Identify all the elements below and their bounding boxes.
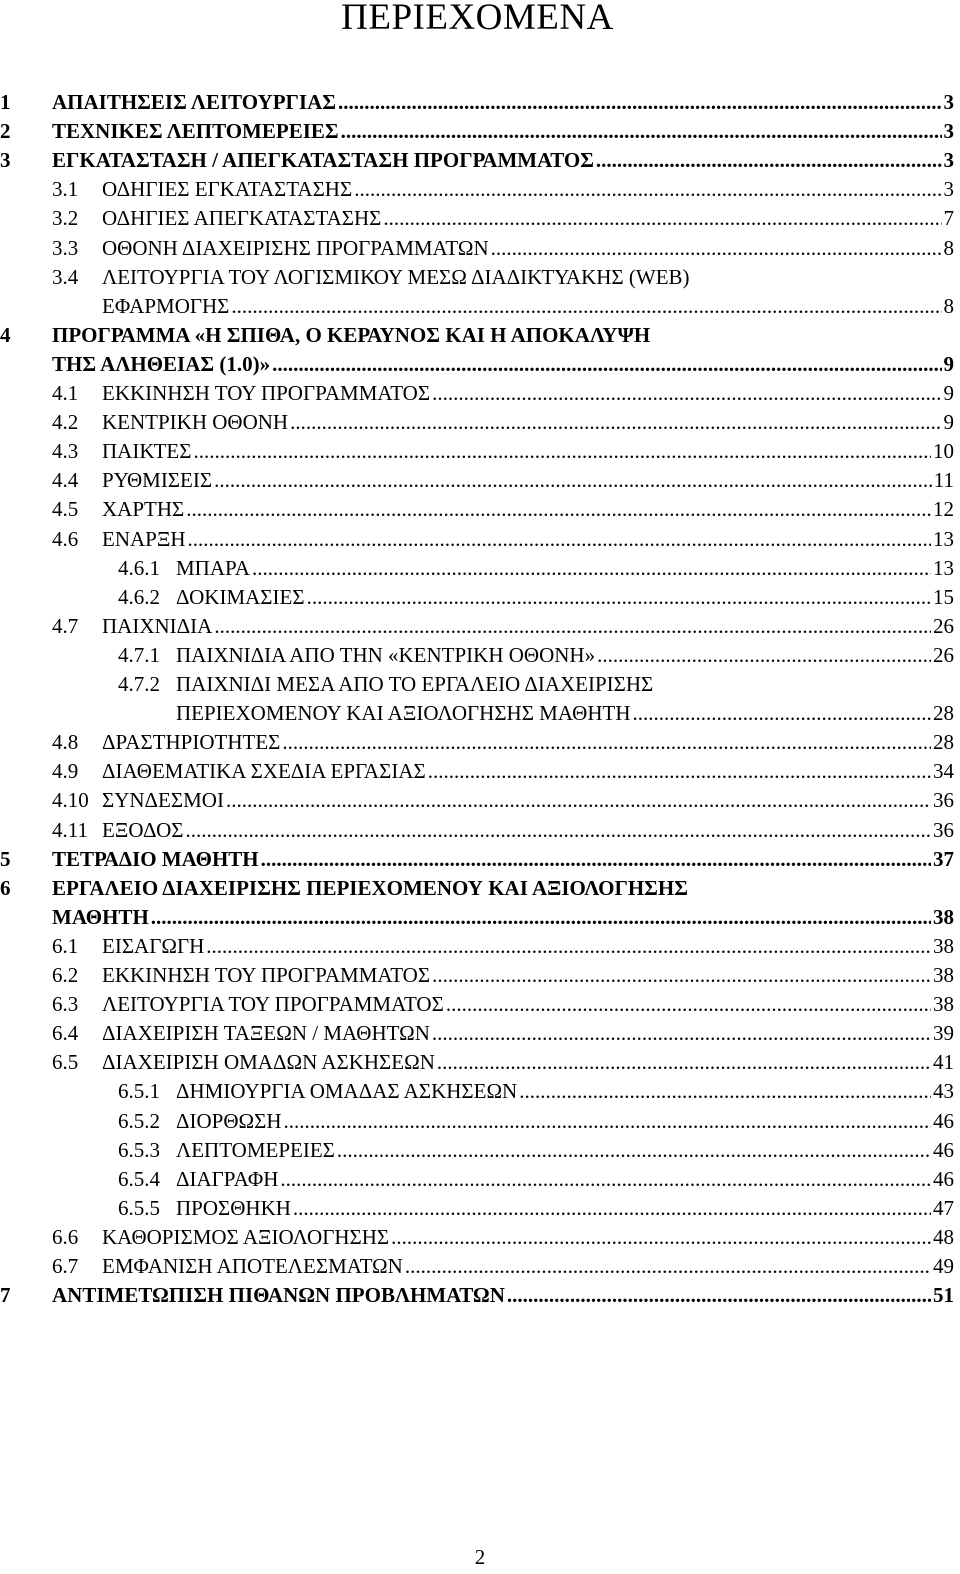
page-number: 2 (474, 1545, 486, 1569)
toc-entry-number: 6 (0, 875, 11, 900)
toc-entry-title: ΔΗΜΙΟΥΡΓΙΑ ΟΜΑΔΑΣ ΑΣΚΗΣΕΩΝ (176, 1079, 518, 1104)
toc-entry-line (52, 903, 954, 932)
toc-leader-dots (507, 1281, 931, 1310)
toc-entry-title: ΠΑΙΧΝΙΔΙΑ (102, 613, 213, 638)
toc-page-number: 3 (943, 148, 954, 173)
toc-entry-line (176, 583, 954, 612)
toc-page-number: 8 (943, 235, 954, 260)
toc-leader-dots (338, 88, 942, 117)
toc-entry[interactable] (118, 670, 954, 728)
toc-entry-number: 3.2 (52, 206, 79, 231)
toc-leader-dots (284, 1107, 931, 1136)
toc-page-number: 9 (943, 351, 954, 376)
toc-entry[interactable] (52, 816, 954, 845)
toc-entry-line (102, 990, 954, 1019)
toc-entry-line (52, 350, 954, 379)
toc-leader-dots (432, 961, 931, 990)
toc-entry-title: ΕΙΣΑΓΩΓΗ (102, 933, 205, 958)
toc-entry-title: ΜΠΑΡΑ (176, 555, 250, 580)
toc-leader-dots (519, 1077, 931, 1106)
toc-leader-dots (391, 1223, 931, 1252)
toc-page-number: 10 (933, 439, 954, 464)
toc-entry[interactable] (52, 437, 954, 466)
toc-entry-number: 4.8 (52, 730, 79, 755)
toc-entry-number: 4.7 (52, 613, 79, 638)
toc-entry[interactable] (52, 175, 954, 204)
toc-entry-number: 1 (0, 90, 11, 114)
toc-leader-dots (491, 234, 942, 263)
toc-entry-number: 6.5.2 (118, 1108, 160, 1133)
toc-entry-number: 4.6 (52, 526, 79, 551)
toc-leader-dots (428, 757, 931, 786)
toc-entry-number: 3.3 (52, 235, 79, 260)
toc-entry-line (102, 175, 954, 204)
toc-page-number: 9 (943, 381, 954, 405)
toc-leader-dots (226, 786, 931, 815)
toc-entry-title: ΠΡΟΣΘΗΚΗ (176, 1195, 291, 1220)
toc-page-number: 39 (933, 1021, 954, 1046)
toc-entry[interactable] (118, 1165, 954, 1194)
toc-page-number: 26 (933, 642, 954, 667)
toc-entry[interactable] (0, 321, 954, 379)
toc-entry-title-continued: ΜΑΘΗΤΗ (52, 904, 149, 929)
toc-leader-dots (437, 1048, 931, 1077)
toc-entry-title: ΔΙΑΓΡΑΦΗ (176, 1166, 279, 1191)
toc-entry-line (102, 379, 954, 408)
toc-entry-number: 6.7 (52, 1254, 79, 1278)
page-title: ΠΕΡΙΕΧΟΜΕΝΑ (341, 0, 614, 38)
toc-entry[interactable] (0, 117, 954, 146)
toc-leader-dots (186, 495, 931, 524)
toc-page-number: 38 (933, 963, 954, 987)
toc-leader-dots (354, 175, 941, 204)
toc-entry[interactable] (52, 1019, 954, 1048)
toc-page-number: 36 (933, 817, 954, 842)
toc-entry[interactable] (52, 612, 954, 641)
toc-leader-dots (151, 903, 931, 932)
toc-entry-line (102, 728, 954, 757)
toc-leader-dots (293, 1194, 931, 1223)
toc-leader-dots (596, 146, 942, 175)
toc-entry-line (102, 612, 954, 641)
toc-entry-line (102, 961, 954, 990)
toc-entry-title: ΚΑΘΟΡΙΣΜΟΣ ΑΞΙΟΛΟΓΗΣΗΣ (102, 1224, 390, 1249)
toc-page-number: 46 (933, 1137, 954, 1162)
toc-leader-dots (214, 466, 932, 495)
toc-entry-title: ΕΡΓΑΛΕΙΟ ΔΙΑΧΕΙΡΙΣΗΣ ΠΕΡΙΕΧΟΜΕΝΟΥ ΚΑΙ ΑΞΙΟΛΟΓΗΣΗΣ (52, 875, 688, 900)
toc-entry-title: ΛΕΙΤΟΥΡΓΙΑ ΤΟΥ ΠΡΟΓΡΑΜΜΑΤΟΣ (102, 992, 444, 1017)
toc-entry-title: ΧΑΡΤΗΣ (102, 497, 185, 522)
toc-entry-number: 4.1 (52, 381, 79, 405)
toc-entry-line (102, 408, 954, 437)
toc-leader-dots (337, 1136, 931, 1165)
toc-entry-title: ΣΥΝΔΕΣΜΟΙ (102, 788, 224, 813)
toc-entry[interactable] (52, 786, 954, 815)
toc-page-number: 46 (933, 1108, 954, 1133)
toc-leader-dots (432, 1019, 931, 1048)
toc-entry-title: ΕΞΟΔΟΣ (102, 817, 184, 842)
toc-entry-title: ΔΙΑΘΕΜΑΤΙΚΑ ΣΧΕΔΙΑ ΕΡΓΑΣΙΑΣ (102, 759, 426, 784)
toc-entry-number: 6.6 (52, 1224, 79, 1249)
toc-entry-number: 6.5.1 (118, 1079, 160, 1104)
toc-entry[interactable] (52, 728, 954, 757)
toc-entry[interactable] (52, 1048, 954, 1077)
toc-leader-dots (261, 845, 931, 874)
toc-entry-title: ΛΕΙΤΟΥΡΓΙΑ ΤΟΥ ΛΟΓΙΣΜΙΚΟΥ ΜΕΣΩ ΔΙΑΔΙΚΤΥΑΚΗΣ (WEB) (102, 264, 690, 289)
toc-entry-title: ΑΝΤΙΜΕΤΩΠΙΣΗ ΠΙΘΑΝΩΝ ΠΡΟΒΛΗΜΑΤΩΝ (52, 1283, 505, 1308)
toc-entry[interactable] (118, 583, 954, 612)
toc-entry-number: 4.11 (52, 817, 88, 842)
toc-page-number: 43 (933, 1079, 954, 1104)
toc-entry-title: ΚΕΝΤΡΙΚΗ ΟΘΟΝΗ (102, 410, 289, 435)
toc-entry-number: 6.5 (52, 1050, 79, 1075)
toc-entry-number: 3 (0, 148, 11, 173)
toc-entry-number: 5 (0, 846, 11, 871)
toc-page-number: 47 (933, 1195, 954, 1220)
toc-entry-line (176, 1077, 954, 1106)
toc-entry[interactable] (52, 495, 954, 524)
toc-entry[interactable] (118, 554, 954, 583)
toc-entry-title: ΛΕΠΤΟΜΕΡΕΙΕΣ (176, 1137, 335, 1162)
toc-entry-line (102, 1223, 954, 1252)
toc-entry-line (52, 1281, 954, 1310)
toc-entry-title: ΔΙΑΧΕΙΡΙΣΗ ΤΑΞΕΩΝ / ΜΑΘΗΤΩΝ (102, 1021, 430, 1046)
toc-page-number: 8 (943, 293, 954, 318)
toc-leader-dots (290, 408, 941, 437)
toc-entry-line (102, 437, 954, 466)
toc-page-number: 36 (933, 788, 954, 813)
toc-page-number: 7 (943, 206, 954, 231)
toc-entry[interactable] (52, 379, 954, 408)
toc-entry-title: ΕΝΑΡΞΗ (102, 526, 186, 551)
toc-entry[interactable] (0, 146, 954, 175)
toc-page-number: 51 (933, 1283, 954, 1308)
toc-entry-line (176, 1107, 954, 1136)
toc-entry-line (176, 554, 954, 583)
toc-page-number: 3 (943, 90, 954, 114)
toc-entry-line (52, 117, 954, 146)
toc-entry-title: ΕΓΚΑΤΑΣΤΑΣΗ / ΑΠΕΓΚΑΤΑΣΤΑΣΗ ΠΡΟΓΡΑΜΜΑΤΟΣ (52, 148, 594, 173)
toc-entry-title: ΟΔΗΓΙΕΣ ΕΓΚΑΤΑΣΤΑΣΗΣ (102, 177, 353, 202)
toc-entry-title-continued: ΠΕΡΙΕΧΟΜΕΝΟΥ ΚΑΙ ΑΞΙΟΛΟΓΗΣΗΣ ΜΑΘΗΤΗ (176, 701, 631, 726)
toc-leader-dots (383, 204, 941, 233)
toc-page-number: 38 (933, 933, 954, 958)
toc-entry-line (52, 146, 954, 175)
toc-entry-title: ΠΑΙΧΝΙΔΙΑ ΑΠΟ ΤΗΝ «ΚΕΝΤΡΙΚΗ ΟΘΟΝΗ» (176, 642, 596, 667)
toc-entry[interactable] (52, 408, 954, 437)
toc-entry-title: ΡΥΘΜΙΣΕΙΣ (102, 468, 213, 493)
toc-page-number: 15 (933, 584, 954, 609)
toc-entry-line (102, 786, 954, 815)
toc-entry[interactable] (118, 641, 954, 670)
toc-page-number: 12 (933, 497, 954, 522)
toc-page-number: 3 (943, 119, 954, 144)
toc-entry[interactable] (52, 990, 954, 1019)
toc-entry-line (102, 495, 954, 524)
toc-entry-number: 4.9 (52, 759, 79, 784)
toc-entry[interactable] (118, 1077, 954, 1106)
toc-leader-dots (280, 1165, 931, 1194)
toc-leader-dots (597, 641, 931, 670)
toc-entry[interactable] (52, 1252, 954, 1281)
toc-entry[interactable] (52, 961, 954, 990)
toc-entry[interactable] (0, 845, 954, 874)
toc-page-number: 28 (933, 701, 954, 726)
toc-page-number: 46 (933, 1166, 954, 1191)
toc-entry[interactable] (52, 234, 954, 263)
toc-entry-line (102, 1252, 954, 1281)
toc-leader-dots (405, 1252, 931, 1281)
toc-leader-dots (193, 437, 931, 466)
toc-entry-title: ΔΡΑΣΤΗΡΙΟΤΗΤΕΣ (102, 730, 281, 755)
toc-page-number: 34 (933, 759, 954, 784)
toc-entry-number: 6.5.3 (118, 1137, 160, 1162)
toc-page-number: 3 (943, 177, 954, 202)
toc-entry-number: 7 (0, 1283, 11, 1308)
toc-page-number: 13 (933, 555, 954, 580)
toc-entry-line (176, 641, 954, 670)
toc-entry-title: ΔΙΟΡΘΩΣΗ (176, 1108, 282, 1133)
toc-page-number: 38 (933, 992, 954, 1017)
toc-leader-dots (188, 525, 931, 554)
toc-page-number: 37 (933, 846, 954, 871)
toc-page-number: 41 (933, 1050, 954, 1075)
toc-leader-dots (307, 583, 931, 612)
toc-entry[interactable] (118, 1107, 954, 1136)
toc-entry-line (102, 466, 954, 495)
toc-entry-line (176, 699, 954, 728)
toc-entry-line (102, 757, 954, 786)
toc-entry-line (102, 204, 954, 233)
toc-entry-number: 4.7.1 (118, 642, 160, 667)
toc-entry-number: 3.1 (52, 177, 79, 202)
toc-entry-title: ΠΑΙΚΤΕΣ (102, 439, 192, 464)
toc-leader-dots (632, 699, 931, 728)
toc-entry-title: ΔΟΚΙΜΑΣΙΕΣ (176, 584, 305, 609)
toc-leader-dots (432, 379, 941, 408)
toc-entry-title-continued: ΤΗΣ ΑΛΗΘΕΙΑΣ (1.0)» (52, 351, 271, 376)
toc-entry-number: 4.3 (52, 439, 79, 464)
toc-entry-number: 4.5 (52, 497, 79, 522)
toc-entry-number: 4.6.1 (118, 555, 160, 580)
toc-entry-title: ΕΚΚΙΝΗΣΗ ΤΟΥ ΠΡΟΓΡΑΜΜΑΤΟΣ (102, 381, 431, 405)
toc-leader-dots (214, 612, 931, 641)
toc-page-number: 13 (933, 526, 954, 551)
toc-entry-title-continued: ΕΦΑΡΜΟΓΗΣ (102, 293, 230, 318)
toc-entry-number: 4.4 (52, 468, 79, 493)
toc-page-number: 11 (933, 468, 954, 493)
toc-entry[interactable] (52, 932, 954, 961)
toc-entry-line (102, 1048, 954, 1077)
toc-entry-title: ΑΠΑΙΤΗΣΕΙΣ ΛΕΙΤΟΥΡΓΙΑΣ (52, 90, 336, 114)
toc-page-number: 38 (933, 904, 954, 929)
toc-entry-title: ΤΕΤΡΑΔΙΟ ΜΑΘΗΤΗ (52, 846, 259, 871)
toc-entry[interactable] (52, 1223, 954, 1252)
toc-entry-number: 4 (0, 322, 11, 347)
toc-page-number: 9 (943, 410, 954, 435)
toc-entry[interactable] (0, 1281, 954, 1310)
toc-entry-number: 6.3 (52, 992, 79, 1017)
toc-entry-title: ΕΜΦΑΝΙΣΗ ΑΠΟΤΕΛΕΣΜΑΤΩΝ (102, 1254, 403, 1278)
toc-entry-title: ΟΔΗΓΙΕΣ ΑΠΕΓΚΑΤΑΣΤΑΣΗΣ (102, 206, 382, 231)
toc-entry-line (176, 1136, 954, 1165)
toc-entry-title: ΟΘΟΝΗ ΔΙΑΧΕΙΡΙΣΗΣ ΠΡΟΓΡΑΜΜΑΤΩΝ (102, 235, 489, 260)
toc-entry[interactable] (0, 88, 954, 117)
toc-page-number: 49 (933, 1254, 954, 1278)
toc-entry-number: 6.4 (52, 1021, 79, 1046)
toc-entry-line (102, 292, 954, 321)
toc-entry-line (102, 1019, 954, 1048)
toc-entry[interactable] (52, 466, 954, 495)
toc-entry-title: ΕΚΚΙΝΗΣΗ ΤΟΥ ΠΡΟΓΡΑΜΜΑΤΟΣ (102, 963, 431, 987)
toc-leader-dots (206, 932, 931, 961)
toc-leader-dots (252, 554, 931, 583)
toc-entry-line (176, 1194, 954, 1223)
toc-leader-dots (272, 350, 941, 379)
toc-leader-dots (186, 816, 932, 845)
toc-entry[interactable] (52, 263, 954, 321)
toc-entry[interactable] (0, 874, 954, 932)
toc-entry-line (102, 932, 954, 961)
toc-entry-number: 4.7.2 (118, 672, 160, 696)
toc-entry-line (52, 845, 954, 874)
toc-entry-number: 6.5.5 (118, 1195, 160, 1220)
toc-entry-line (176, 1165, 954, 1194)
toc-entry[interactable] (118, 1194, 954, 1223)
toc-entry-title: ΠΡΟΓΡΑΜΜΑ «Η ΣΠΙΘΑ, Ο ΚΕΡΑΥΝΟΣ ΚΑΙ Η ΑΠΟΚΑΛΥΨΗ (52, 322, 651, 347)
toc-entry-number: 6.5.4 (118, 1166, 160, 1191)
toc-entry-title: ΠΑΙΧΝΙΔΙ ΜΕΣΑ ΑΠΟ ΤΟ ΕΡΓΑΛΕΙΟ ΔΙΑΧΕΙΡΙΣΗΣ (176, 672, 654, 696)
toc-entry-number: 6.2 (52, 963, 79, 987)
toc-entry-line (102, 234, 954, 263)
toc-entry-number: 6.1 (52, 933, 79, 958)
toc-leader-dots (231, 292, 941, 321)
toc-entry[interactable] (52, 525, 954, 554)
toc-leader-dots (282, 728, 931, 757)
toc-entry-number: 3.4 (52, 264, 79, 289)
toc-entry-number: 4.10 (52, 788, 89, 813)
toc-entry-number: 2 (0, 119, 11, 144)
toc-entry-title: ΤΕΧΝΙΚΕΣ ΛΕΠΤΟΜΕΡΕΙΕΣ (52, 119, 339, 144)
toc-entry-number: 4.2 (52, 410, 79, 435)
toc-entry-line (52, 88, 954, 117)
toc-entry[interactable] (52, 757, 954, 786)
toc-entry-number: 4.6.2 (118, 584, 160, 609)
toc-leader-dots (446, 990, 931, 1019)
toc-entry-line (102, 525, 954, 554)
toc-page-number: 26 (933, 613, 954, 638)
toc-page-number: 48 (933, 1224, 954, 1249)
toc-leader-dots (341, 117, 942, 146)
toc-page-number: 28 (933, 730, 954, 755)
toc-entry[interactable] (118, 1136, 954, 1165)
toc-entry-line (102, 816, 954, 845)
toc-entry[interactable] (52, 204, 954, 233)
toc-entry-title: ΔΙΑΧΕΙΡΙΣΗ ΟΜΑΔΩΝ ΑΣΚΗΣΕΩΝ (102, 1050, 435, 1075)
